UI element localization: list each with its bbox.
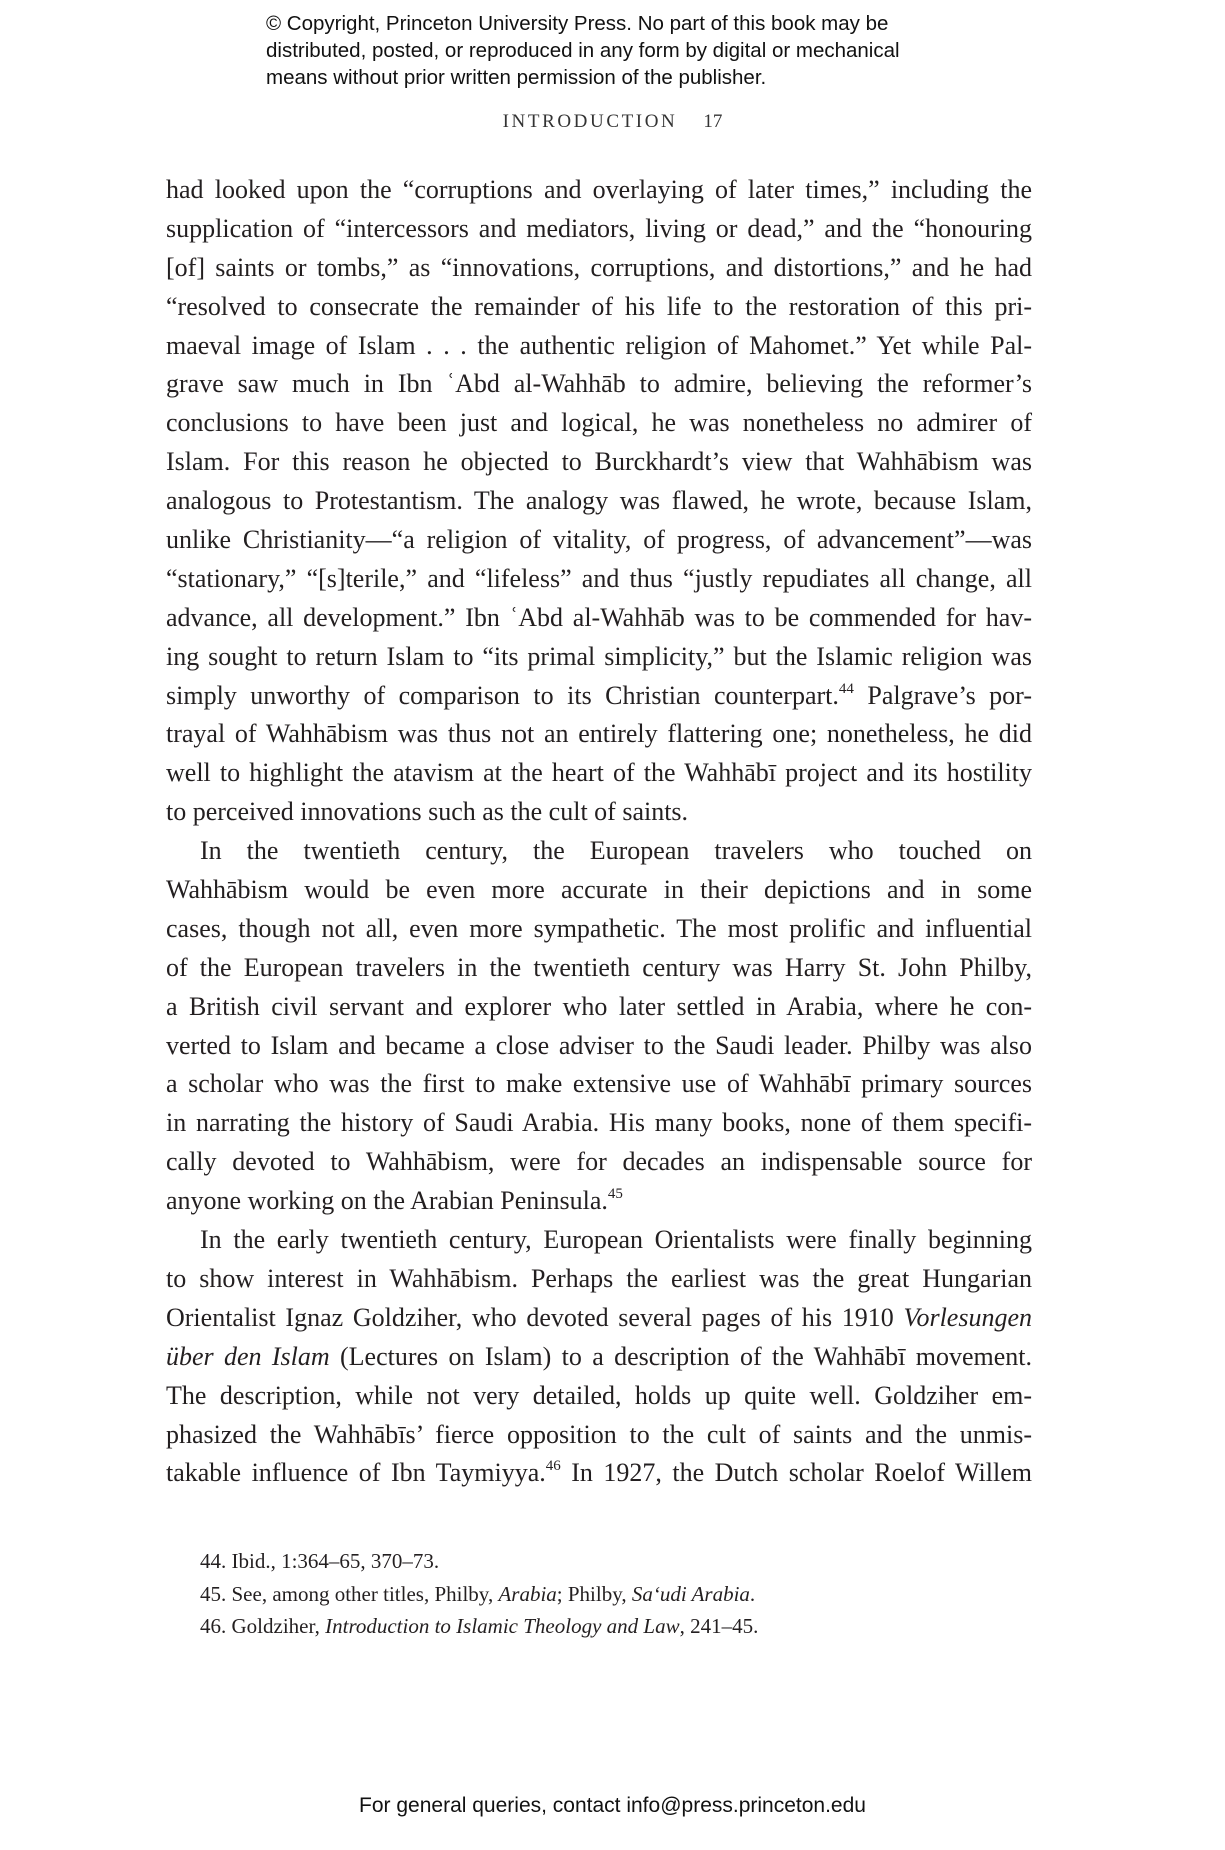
footnote-italic: Introduction to Islamic Theology and Law [325, 1614, 680, 1639]
text-segment: (Lectures on Islam) to a description of the Wahhābī movement. [329, 1341, 1032, 1371]
footnote-marker-45: 45 [607, 1186, 623, 1203]
paragraph-start: In the twentieth century, the European travelers who touched on [200, 836, 1032, 866]
footnote-text: . [749, 1581, 756, 1606]
text-segment: Palgrave’s por- [853, 680, 1032, 710]
footnote-italic: Arabia [498, 1581, 557, 1606]
footnotes [200, 1545, 1000, 1643]
paragraph-start: In the early twentieth century, European Orientalists were finally beginning [200, 1225, 1032, 1255]
text-line [166, 1454, 1032, 1493]
text-segment: In 1927, the Dutch scholar Roelof Willem [560, 1458, 1032, 1488]
text-line: conclusions to have been just and logical, he was nonetheless no admirer of [166, 408, 1032, 438]
text-line: ing sought to return Islam to “its primal simplicity,” but the Islamic religion was [166, 641, 1032, 671]
text-line: trayal of Wahhābism was thus not an entirely flattering one; nonetheless, he did [166, 719, 1032, 749]
footnote-46 [200, 1610, 1000, 1643]
text-segment: takable influence of Ibn Taymiyya. [166, 1458, 546, 1488]
footnote-number: 44. [200, 1549, 227, 1573]
text-line [166, 677, 1032, 716]
footnote-text: See, among other titles, Philby, [231, 1581, 499, 1606]
book-title-italic: Vorlesungen [903, 1302, 1032, 1332]
text-segment: anyone working on the Arabian Peninsula. [166, 1186, 608, 1216]
contact-footer: For general queries, contact info@press.princeton.edu [359, 1794, 866, 1817]
footnote-text: Goldziher, [231, 1614, 326, 1639]
text-line: had looked upon the “corruptions and overlaying of later times,” including the [166, 175, 1032, 204]
text-line: of the European travelers in the twentieth century was Harry St. John Philby, [166, 952, 1032, 982]
footnote-45 [200, 1578, 1000, 1611]
text-line: well to highlight the atavism at the heart of the Wahhābī project and its hostility [166, 758, 1032, 788]
text-line: in narrating the history of Saudi Arabia. His many books, none of them specifi- [166, 1108, 1032, 1138]
footnote-number: 46. [200, 1614, 227, 1639]
text-line [166, 1299, 1032, 1338]
text-line: “stationary,” “[s]terile,” and “lifeless” and thus “justly repudiates all change, all [166, 563, 1032, 593]
text-line: analogous to Protestantism. The analogy was flawed, he wrote, because Islam, [166, 486, 1032, 516]
text-line: verted to Islam and became a close adviser to the Saudi leader. Philby was also [166, 1030, 1032, 1060]
text-segment: Orientalist Ignaz Goldziher, who devoted several pages of his 1910 [166, 1302, 904, 1332]
copyright-line: means without prior written permission of the publisher. [266, 66, 767, 89]
text-line [166, 1338, 1032, 1377]
footnote-italic: Sa‘udi Arabia [631, 1581, 750, 1606]
running-head [0, 111, 1225, 133]
text-line: phasized the Wahhābīs’ fierce opposition to the cult of saints and the unmis- [166, 1419, 1032, 1449]
footnote-text: , 241–45. [679, 1614, 759, 1639]
book-title-italic: über den Islam [166, 1341, 330, 1371]
copyright-notice [266, 10, 1026, 91]
footnote-44 [200, 1545, 1000, 1578]
text-line: “resolved to consecrate the remainder of his life to the restoration of this pri- [166, 291, 1032, 321]
text-segment: simply unworthy of comparison to its Christian counterpart. [166, 680, 839, 710]
text-line: Wahhābism would be even more accurate in their depictions and in some [166, 875, 1032, 905]
text-line [166, 1182, 1032, 1221]
text-line: cally devoted to Wahhābism, were for decades an indispensable source for [166, 1147, 1032, 1177]
text-line: a scholar who was the first to make extensive use of Wahhābī primary sources [166, 1069, 1032, 1099]
copyright-line: distributed, posted, or reproduced in any form by digital or mechanical [266, 39, 900, 62]
footnote-text: Ibid., 1:364–65, 370–73. [231, 1549, 440, 1573]
text-line: grave saw much in Ibn ʿAbd al-Wahhāb to admire, believing the reformer’s [166, 369, 1032, 399]
text-line: unlike Christianity—“a religion of vitality, of progress, of advancement”—was [166, 525, 1032, 555]
text-line: Islam. For this reason he objected to Burckhardt’s view that Wahhābism was [166, 447, 1032, 477]
body-text [166, 171, 1032, 1493]
footnote-text: ; Philby, [556, 1581, 632, 1606]
text-line: a British civil servant and explorer who later settled in Arabia, where he con- [166, 991, 1032, 1021]
text-line: The description, while not very detailed, holds up quite well. Goldziher em- [166, 1380, 1032, 1410]
running-head-title: INTRODUCTION [502, 111, 678, 132]
footnote-marker-46: 46 [545, 1458, 561, 1475]
copyright-line: © Copyright, Princeton University Press. No part of this book may be [266, 12, 889, 35]
footnote-marker-44: 44 [838, 680, 854, 697]
text-line: supplication of “intercessors and mediators, living or dead,” and the “honouring [166, 213, 1032, 243]
text-line: to show interest in Wahhābism. Perhaps the earliest was the great Hungarian [166, 1263, 1032, 1293]
footnote-number: 45. [200, 1581, 227, 1606]
text-line: to perceived innovations such as the cult of saints. [166, 797, 689, 827]
page-number: 17 [703, 111, 723, 132]
text-line: maeval image of Islam . . . the authentic religion of Mahomet.” Yet while Pal- [166, 330, 1032, 360]
text-line: cases, though not all, even more sympathetic. The most prolific and influential [166, 913, 1032, 943]
text-line: advance, all development.” Ibn ʿAbd al-Wahhāb was to be commended for hav- [166, 602, 1032, 632]
text-line: [of] saints or tombs,” as “innovations, corruptions, and distortions,” and he had [166, 252, 1032, 282]
